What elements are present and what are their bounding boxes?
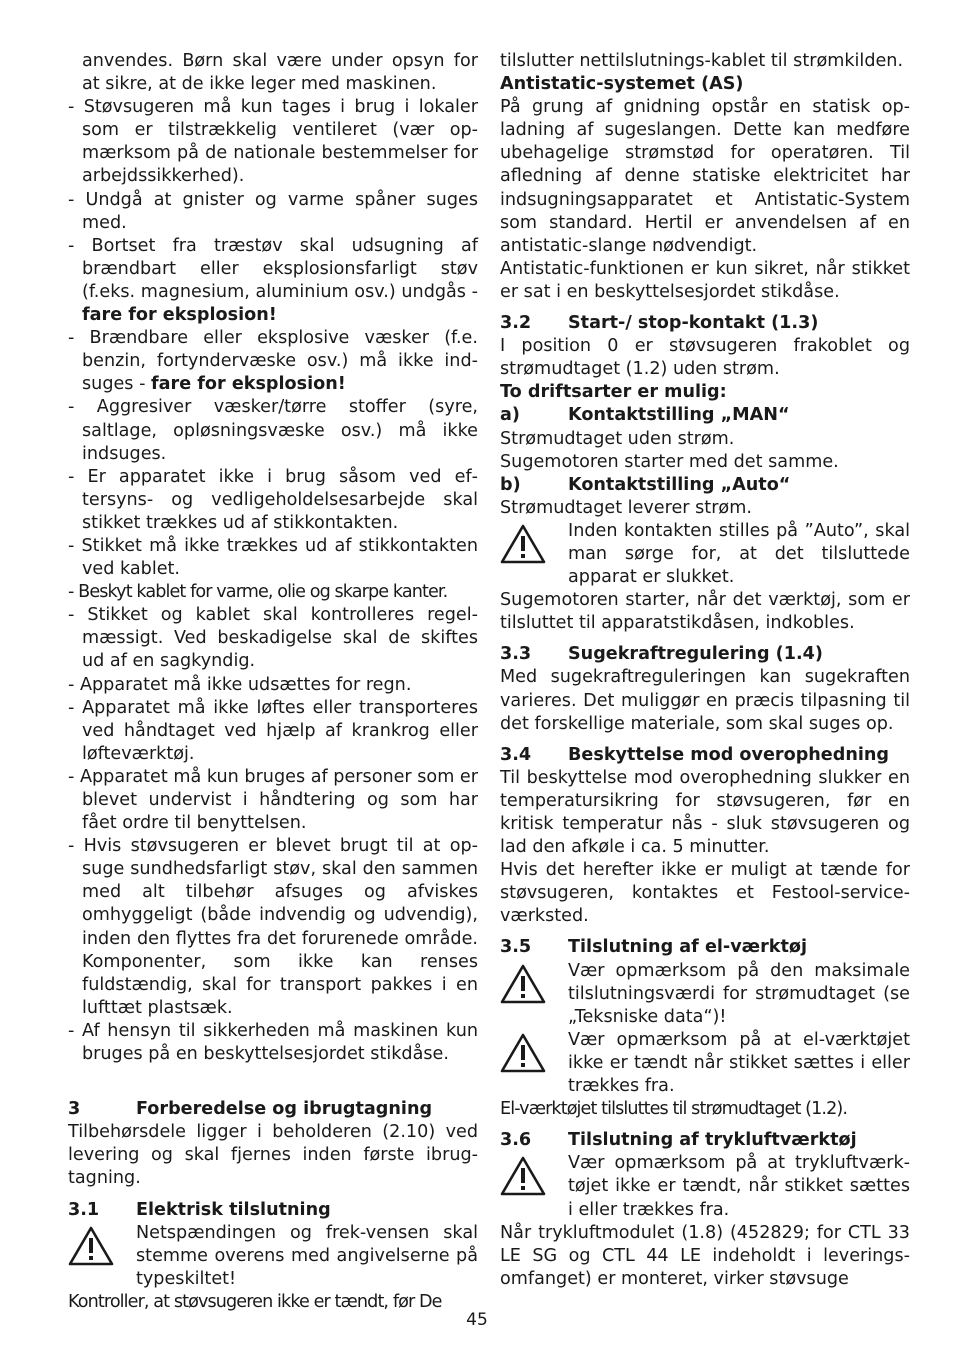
list-item: - Bortset fra træstøv skal udsugning af brændbart eller eksplosionsfarligt støv (f.eks. magnesium, aluminium osv.) undgås - fare for eksplosion!: [68, 235, 478, 326]
safety-list: [68, 96, 478, 1066]
list-item: - Stikket må ikke trækkes ud af stikkontakten ved kablet.: [68, 535, 478, 580]
page-number: 45: [466, 1310, 488, 1330]
continued-text: tilslutter nettilslutnings-kablet til strømkilden.: [500, 51, 904, 71]
warning-block: Vær opmærksom på den maksimale tilslutningsværdi for strømudtaget (se „Teksniske data“)!: [500, 960, 910, 1029]
mode-a-heading: a) Kontaktstilling „MAN“: [500, 405, 790, 426]
warning-block: Inden kontakten stilles på ”Auto”, skal man sørge for, at det tilsluttede apparat er slukket.: [500, 520, 910, 589]
section-3-1-text: Kontroller, at støvsugeren ikke er tændt, før De: [68, 1291, 442, 1312]
intro-text: anvendes. Børn skal være under opsyn for at sikre, at de ikke leger med maskinen.: [82, 51, 478, 95]
section-3-text: Tilbehørsdele ligger i beholderen (2.10) ved levering og skal fjernes inden første ibrugtagning.: [68, 1122, 478, 1189]
warning-block: Netspændingen og frek-vensen skal stemme overens med angivelserne på typeskiltet!: [68, 1222, 478, 1291]
section-3-5-text: El-værktøjet tilsluttes til strømudtaget (1.2).: [500, 1099, 848, 1120]
list-item: - Stikket og kablet skal kontrolleres regelmæssigt. Ved beskadigelse skal de skiftes ud af en sagkyndig.: [68, 605, 478, 672]
section-3-heading: 3 Forberedelse og ibrugtagning: [68, 1099, 433, 1120]
antistatic-heading: Antistatic-systemet (AS): [500, 74, 744, 95]
left-column: [68, 50, 478, 1314]
list-item: - Aggresiver væsker/tørre stoffer (syre, saltlage, opløsningsvæske osv.) må ikke indsuges.: [68, 397, 478, 464]
section-3-6-heading: 3.6 Tilslutning af trykluftværktøj: [500, 1130, 857, 1151]
warning-icon: [500, 1029, 568, 1073]
list-item: - Brændbare eller eksplosive væsker (f.e. benzin, fortyndervæske osv.) må ikke indsuges - fare for eksplosion!: [68, 328, 478, 395]
section-3-3-text: Med sugekraftreguleringen kan sugekraften varieres. Det muliggør en præcis tilpasning til det forskellige materiale, som skal suges op.: [500, 667, 910, 734]
section-3-4-heading: 3.4 Beskyttelse mod overophedning: [500, 744, 890, 765]
list-item: - Apparatet må ikke løftes eller transporteres ved håndtaget ved hjælp af krankrog eller løfteværktøj.: [68, 697, 478, 764]
section-3-4-text-2: Hvis det herefter ikke er muligt at tænde for støvsugeren, kontaktes et Festool-serviceværksted.: [500, 860, 910, 927]
antistatic-text-2: Antistatic-funktionen er kun sikret, når stikket er sat i en beskyttelsesjordet stikdåse.: [500, 258, 910, 302]
section-3-4-text-1: Til beskyttelse mod overophedning slukker en temperatursikring for støvsugeren, før en kritisk temperatur nås - sluk støvsugeren og lad den afkøle i ca. 5 minutter.: [500, 767, 910, 858]
list-item: - Apparatet må ikke udsættes for regn.: [68, 674, 412, 695]
warning-icon: [500, 1152, 568, 1196]
warning-icon: [500, 520, 568, 564]
modes-heading: To driftsarter er mulig:: [500, 382, 727, 403]
section-3-2-text: I position 0 er støvsugeren frakoblet og strømudtaget (1.2) uden strøm.: [500, 336, 910, 380]
list-item: - Af hensyn til sikkerheden må maskinen kun bruges på en beskyttelsesjordet stikdåse.: [68, 1020, 479, 1065]
warning-icon: [500, 960, 568, 1004]
warning-block: Vær opmærksom på at el-værktøjet ikke er tændt når stikket sættes i eller trækkes fra.: [500, 1029, 910, 1098]
list-item: - Støvsugeren må kun tages i brug i lokaler som er tilstrækkelig ventileret (vær opmærksom på de nationale bestemmelser for arbejdssikkerhed).: [68, 97, 478, 187]
section-3-3-heading: 3.3 Sugekraftregulering (1.4): [500, 644, 823, 665]
section-3-5-heading: 3.5 Tilslutning af el-værktøj: [500, 937, 808, 958]
mode-a-text-2: Sugemotoren starter med det samme.: [500, 451, 839, 472]
list-item: - Apparatet må kun bruges af personer som er blevet undervist i håndtering og som har fået ordre til benyttelsen.: [68, 766, 478, 834]
antistatic-text-1: På grung af gnidning opstår en statisk opladning af sugeslangen. Dette kan medføre ubehagelige strømstød for operatøren. Til afledning af denne statiske elektricitet har indsugningsapparatet et Antistatic-System som standard. Hertil er anvendelsen af en antistatic-slange nødvendigt.: [500, 97, 910, 256]
mode-b-text-1: Strømudtaget leverer strøm.: [500, 497, 752, 518]
warning-icon: [68, 1222, 136, 1266]
mode-b-text-2: Sugemotoren starter, når det værktøj, som er tilsluttet til apparatstikdåsen, indkobles.: [500, 590, 910, 634]
mode-a-text-1: Strømudtaget uden strøm.: [500, 428, 735, 449]
list-item: - Hvis støvsugeren er blevet brugt til at opsuge sundhedsfarligt støv, skal den sammen med alt tilbehør afsuges og afviskes omhyggeligt (både indvendig og udvendig), inden den flyttes fra det forurenede område. Komponenter, som ikke kan renses fuldstændig, skal for transport pakkes i en lufttæt plastsæk.: [68, 836, 478, 1018]
warning-block: Vær opmærksom på at trykluftværktøjet ikke er tændt, når stikket sættes i eller trækkes fra.: [500, 1152, 910, 1221]
section-3-6-text: Når trykluftmodulet (1.8) (452829; for CTL 33 LE SG og CTL 44 LE indeholdt i leveringsomfanget) er monteret, virker støvsuge: [500, 1222, 910, 1289]
list-item: - Beskyt kablet for varme, olie og skarpe kanter.: [68, 582, 448, 603]
section-3-2-heading: 3.2 Start-/ stop-kontakt (1.3): [500, 313, 819, 334]
right-column: [500, 50, 910, 1291]
list-item: - Er apparatet ikke i brug såsom ved eftersyns- og vedligeholdelsesarbejde skal stikket trækkes ud af stikkontakten.: [68, 466, 478, 533]
list-item: - Undgå at gnister og varme spåner suges med.: [68, 189, 478, 233]
mode-b-heading: b) Kontaktstilling „Auto“: [500, 474, 791, 495]
section-3-1-heading: 3.1 Elektrisk tilslutning: [68, 1199, 331, 1220]
